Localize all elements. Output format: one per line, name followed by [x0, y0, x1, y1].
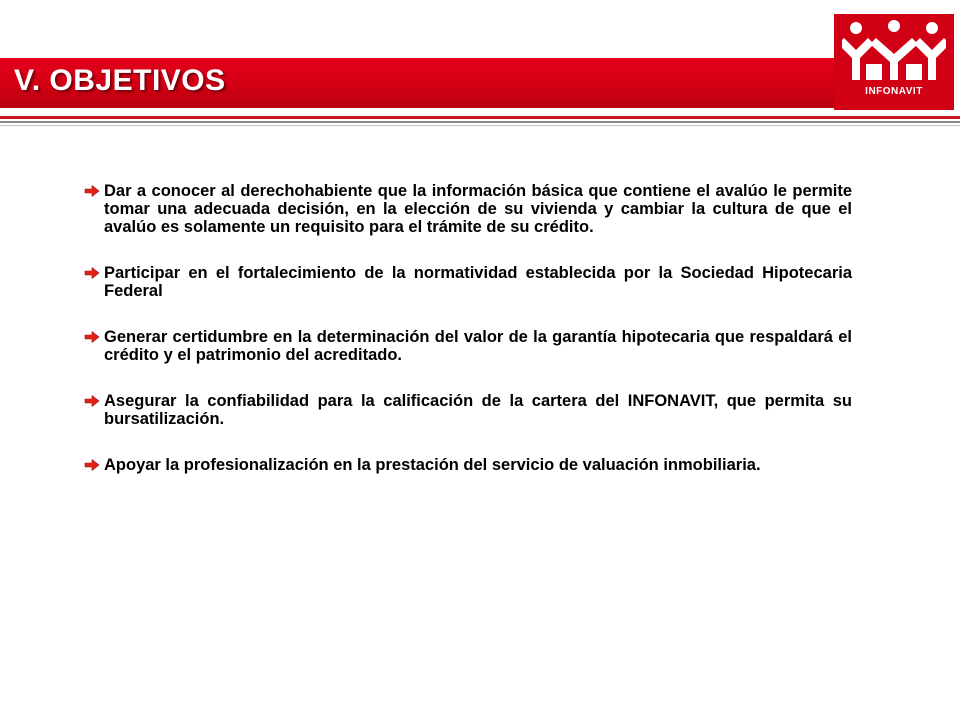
red-arrow-icon: [84, 331, 100, 343]
red-arrow-icon: [84, 267, 100, 279]
red-arrow-icon: [84, 185, 100, 197]
list-item: [84, 328, 852, 364]
objective-text: Dar a conocer al derechohabiente que la información básica que contiene el avalúo le permite tomar una adecuada decisión, en la elección de su vivienda y cambiar la cultura de que el avalúo es solamente un requisito para el trámite de su crédito.: [104, 182, 852, 236]
infonavit-logo: [834, 14, 954, 110]
list-item: [84, 264, 852, 300]
objective-text: Apoyar la profesionalización en la prestación del servicio de valuación inmobiliaria.: [104, 456, 761, 474]
objective-text: Asegurar la confiabilidad para la calificación de la cartera del INFONAVIT, que permita su bursatilización.: [104, 392, 852, 428]
slide-title: V. OBJETIVOS: [14, 64, 226, 97]
red-arrow-icon: [84, 395, 100, 407]
header-divider-light: [0, 125, 960, 126]
objective-text: Generar certidumbre en la determinación del valor de la garantía hipotecaria que respaldará el crédito y el patrimonio del acreditado.: [104, 328, 852, 364]
list-item: [84, 456, 852, 474]
list-item: [84, 392, 852, 428]
objectives-list: [84, 182, 852, 502]
objective-text: Participar en el fortalecimiento de la normatividad establecida por la Sociedad Hipotecaria Federal: [104, 264, 852, 300]
list-item: [84, 182, 852, 236]
header-divider-red: [0, 116, 960, 119]
logo-text: INFONAVIT: [865, 86, 923, 97]
infonavit-logo-icon: [842, 20, 946, 82]
red-arrow-icon: [84, 459, 100, 471]
header-divider-gray: [0, 121, 960, 123]
